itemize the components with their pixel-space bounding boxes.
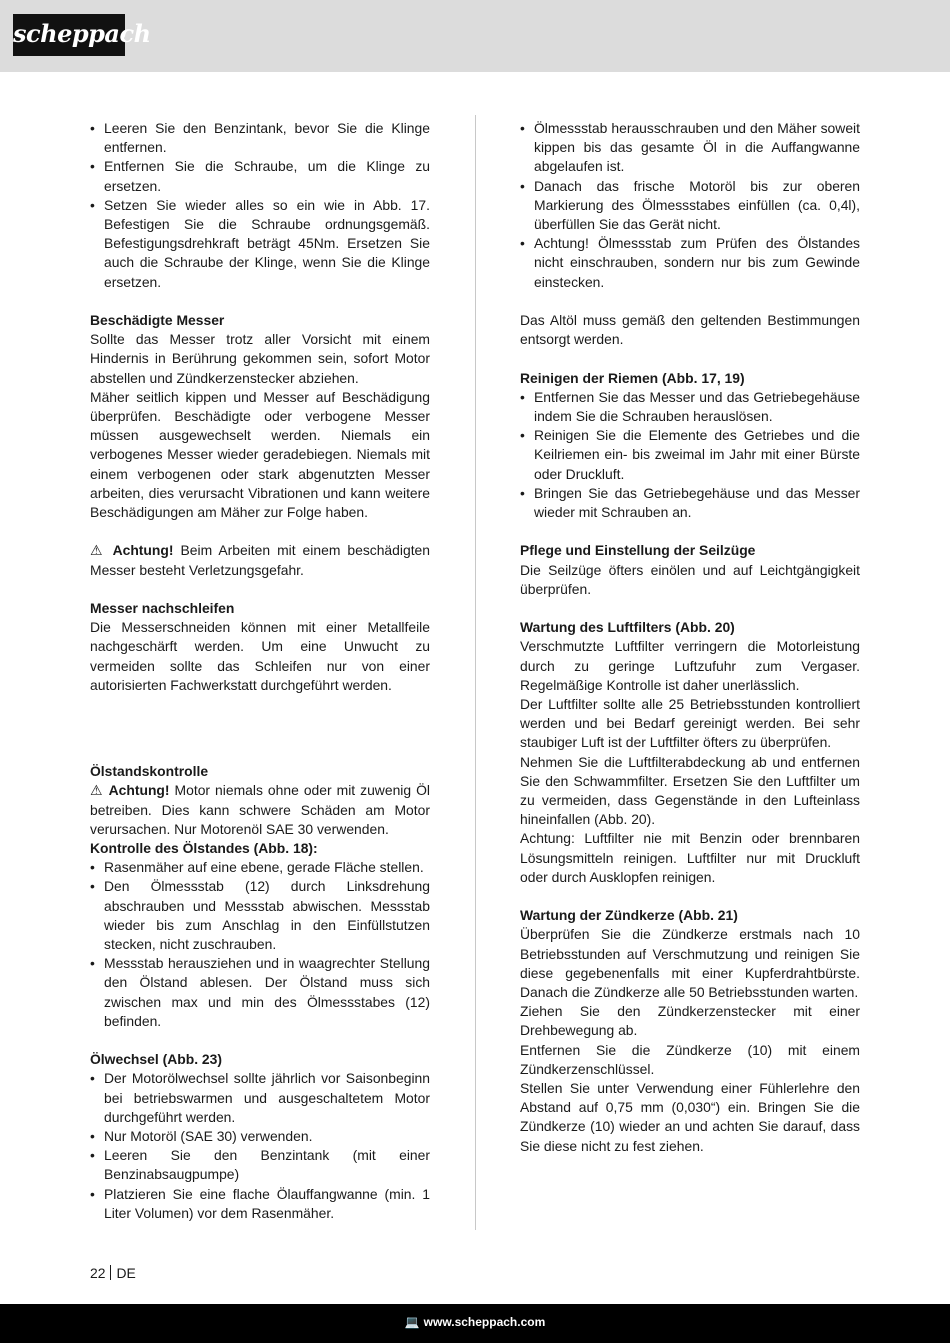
paragraph: Verschmutzte Luftfilter verringern die Motorleistung durch zu geringe Luftzufuhr zum Vergaser. Regelmäßige Kontrolle ist daher unerlässlich. — [520, 638, 860, 693]
left-column — [90, 119, 430, 1223]
section-heading: Ölstandskontrolle — [90, 763, 209, 780]
warning-icon: ⚠ — [90, 782, 104, 799]
warning-icon: ⚠ — [90, 542, 106, 559]
page-language: DE — [116, 1265, 136, 1281]
list-item: • Leeren Sie den Benzintank (mit einer Benzinabsaugpumpe) — [90, 1146, 430, 1184]
section-heading: Wartung der Zündkerze (Abb. 21) — [520, 907, 738, 924]
list-item: • Reinigen Sie die Elemente des Getriebes und die Keilriemen ein- bis zweimal im Jahr mit einer Bürste oder Druckluft. — [520, 426, 860, 484]
paragraph: Mäher seitlich kippen und Messer auf Beschädigung überprüfen. Beschädigte oder verbogene Messer müssen ausgewechselt werden. Niemals ein verbogenes Messer wieder geradebiegen. Niemals mit einem verbogenen oder stark abgenutzten Messer arbeiten, dies verursacht Vibrationen und kann weitere Beschädigungen am Mäher zur Folge haben. — [90, 388, 430, 521]
list-item: • Setzen Sie wieder alles so ein wie in Abb. 17. Befestigen Sie die Schraube ordnungsgemäß. Befestigungsdrehkraft beträgt 45Nm. Ersetzen Sie auch die Schraube der Klinge, wenn Sie die Klinge ersetzen. — [90, 196, 430, 292]
list-item: • Rasenmäher auf eine ebene, gerade Fläche stellen. — [90, 858, 430, 877]
section-heading: Kontrolle des Ölstandes (Abb. 18): — [90, 840, 318, 857]
paragraph: Achtung: Luftfilter nie mit Benzin oder brennbaren Lösungsmitteln reinigen. Luftfilter nur mit Druckluft oder durch Ausklopfen reinigen. — [520, 830, 860, 885]
paragraph: Überprüfen Sie die Zündkerze erstmals nach 10 Betriebsstunden auf Verschmutzung und reinigen Sie diese gegebenenfalls mit einer Kupferdrahtbürste. Danach die Zündkerze alle 50 Betriebsstunden warten. — [520, 926, 860, 1001]
section-heading: Pflege und Einstellung der Seilzüge — [520, 542, 756, 559]
warning-label: Achtung! — [112, 542, 174, 559]
warning-text: Motor niemals ohne oder mit zuwenig Öl betreiben. Dies kann schwere Schäden am Motor verursachen. Nur Motorenöl SAE 30 verwenden. — [90, 782, 430, 837]
section-heading: Wartung des Luftfilters (Abb. 20) — [520, 619, 735, 636]
paragraph: Sollte das Messer trotz aller Vorsicht mit einem Hindernis in Berührung gekommen sein, sofort Motor abstellen und Zündkerzenstecker abziehen. — [90, 331, 430, 386]
list-item: • Leeren Sie den Benzintank, bevor Sie die Klinge entfernen. — [90, 119, 430, 157]
list-item: • Nur Motoröl (SAE 30) verwenden. — [90, 1127, 430, 1146]
warning-paragraph — [90, 781, 430, 839]
right-column — [520, 119, 860, 1156]
list-item: • Bringen Sie das Getriebegehäuse und das Messer wieder mit Schrauben an. — [520, 484, 860, 522]
oil-change-list — [90, 1069, 430, 1223]
list-item: • Entfernen Sie das Messer und das Getriebegehäuse indem Sie die Schrauben herauslösen. — [520, 388, 860, 426]
list-item: • Entfernen Sie die Schraube, um die Klinge zu ersetzen. — [90, 157, 430, 195]
warning-text: Beim Arbeiten mit einem beschädigten Messer besteht Verletzungsgefahr. — [90, 542, 431, 578]
computer-icon: 💻 — [404, 1315, 420, 1329]
list-item: • Achtung! Ölmessstab zum Prüfen des Ölstandes nicht einschrauben, sondern nur bis zum Gewinde einstecken. — [520, 234, 860, 292]
section-heading: Reinigen der Riemen (Abb. 17, 19) — [520, 369, 745, 386]
list-item: • Messstab herausziehen und in waagrechter Stellung den Ölstand ablesen. Der Ölstand muss sich zwischen max und min des Ölmessstabes (12) befinden. — [90, 954, 430, 1031]
section-heading: Messer nachschleifen — [90, 600, 235, 617]
blade-replacement-list — [90, 119, 430, 292]
paragraph: Nehmen Sie die Luftfilterabdeckung ab und entfernen Sie den Schwammfilter. Ersetzen Sie den Luftfilter um zu vermeiden, dass Gegenstände in den Lufteinlass hineinfallen (Abb. 20). — [520, 753, 860, 828]
oil-check-list — [90, 858, 430, 1031]
column-divider — [475, 115, 476, 1230]
oil-change-list-continued — [520, 119, 860, 292]
paragraph: Entfernen Sie die Zündkerze (10) mit einem Zündkerzenschlüssel. — [520, 1041, 860, 1077]
page-number-value: 22 — [90, 1265, 106, 1281]
paragraph: Das Altöl muss gemäß den geltenden Bestimmungen entsorgt werden. — [520, 312, 860, 348]
paragraph: Der Luftfilter sollte alle 25 Betriebsstunden kontrolliert werden und bei Bedarf gereinigt werden. Bei sehr staubiger Luft ist der Luftfilter öfters zu überprüfen. — [520, 696, 860, 751]
page-header — [0, 0, 950, 72]
warning-paragraph — [90, 541, 430, 579]
brand-logo: scheppach — [13, 14, 125, 56]
page-number — [90, 1265, 136, 1281]
paragraph: Die Seilzüge öfters einölen und auf Leichtgängigkeit überprüfen. — [520, 561, 860, 597]
section-heading: Ölwechsel (Abb. 23) — [90, 1051, 222, 1068]
paragraph: Stellen Sie unter Verwendung einer Fühlerlehre den Abstand auf 0,75 mm (0,030“) ein. Bringen Sie die Zündkerze (10) wieder an und achten Sie darauf, dass Sie diese nicht zu fest ziehen. — [520, 1080, 860, 1154]
page-divider — [110, 1265, 111, 1280]
list-item: • Platzieren Sie eine flache Ölauffangwanne (min. 1 Liter Volumen) vor dem Rasenmäher. — [90, 1185, 430, 1223]
belt-cleaning-list — [520, 388, 860, 522]
website-link[interactable]: www.scheppach.com — [423, 1315, 546, 1329]
paragraph: Ziehen Sie den Zündkerzenstecker mit einer Drehbewegung ab. — [520, 1003, 860, 1039]
list-item: • Ölmessstab herausschrauben und den Mäher soweit kippen bis das gesamte Öl in die Auffangwanne abgelaufen ist. — [520, 119, 860, 177]
section-heading: Beschädigte Messer — [90, 312, 225, 329]
list-item: • Danach das frische Motoröl bis zur oberen Markierung des Ölmessstabes einfüllen (ca. 0,4l), überfüllen Sie das Gerät nicht. — [520, 177, 860, 235]
paragraph: Die Messerschneiden können mit einer Metallfeile nachgeschärft werden. Um eine Unwucht zu vermeiden sollte das Schleifen nur von einer autorisierten Fachwerkstatt durchgeführt werden. — [90, 619, 430, 693]
footer-url-row — [0, 1315, 950, 1329]
list-item: • Der Motorölwechsel sollte jährlich vor Saisonbeginn bei betriebswarmen und ausgeschaltetem Motor durchgeführt werden. — [90, 1069, 430, 1127]
page-footer — [0, 1304, 950, 1343]
warning-label: Achtung! — [108, 782, 170, 799]
list-item: • Den Ölmessstab (12) durch Linksdrehung abschrauben und Messstab abwischen. Messstab wieder bis zum Anschlag in den Einfüllstutzen stecken, nicht zuschrauben. — [90, 877, 430, 954]
